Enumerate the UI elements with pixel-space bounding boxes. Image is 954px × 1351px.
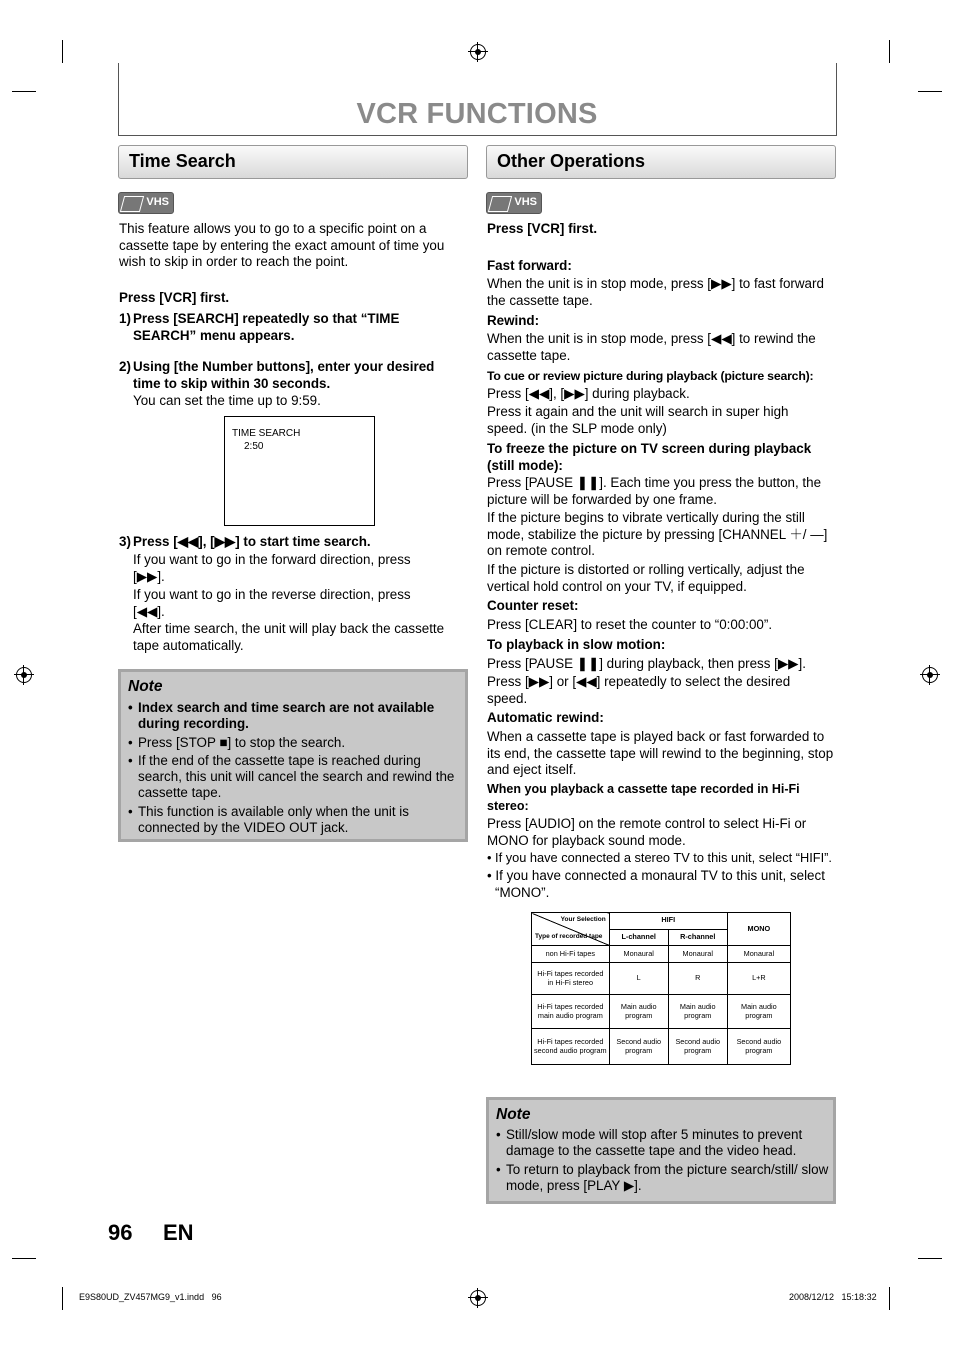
fast-forward-title: Fast forward: [487, 258, 572, 273]
freeze-text-3: If the picture is distorted or rolling vertically, adjust the vertical hold control on your TV, if equipped. [487, 562, 805, 594]
step-2-detail: You can set the time up to 9:59. [133, 393, 321, 408]
cassette-icon [120, 196, 144, 212]
slow-text-2: Press [▶▶] or [◀◀] repeatedly to select the desired speed. [487, 674, 791, 706]
step-1-text: Press [SEARCH] repeatedly so that “TIME SEARCH” menu appears. [133, 311, 400, 343]
step-1-number: 1) [119, 311, 131, 326]
cassette-icon [488, 196, 512, 212]
crop-mark [12, 91, 36, 92]
crop-mark [62, 40, 63, 63]
crop-mark [889, 40, 890, 63]
hifi-text: Press [AUDIO] on the remote control to select Hi-Fi or MONO for playback sound mode. [487, 816, 807, 848]
time-search-press-first: Press [VCR] first. [119, 290, 230, 305]
table-header-type: Type of recorded tape [535, 933, 603, 941]
step-2-number: 2) [119, 359, 131, 374]
note-list [495, 1127, 829, 1196]
crop-mark [12, 1258, 36, 1259]
step-3-text: Press [◀◀], [▶▶] to start time search. [133, 534, 371, 549]
note-title: Note [128, 678, 163, 695]
sound-mode-table [531, 912, 791, 1065]
time-search-heading: Time Search [118, 145, 468, 179]
freeze-text-2: If the picture begins to vibrate vertically during the still mode, stabilize the picture by pressing [CHANNEL ＋/ —] on remote control. [487, 510, 828, 558]
registration-mark-icon [922, 667, 938, 683]
crop-mark [918, 1258, 942, 1259]
table-header-diagonal [532, 913, 610, 946]
note-item: • Index search and time search are not available during recording. [127, 700, 461, 733]
hifi-title: When you playback a cassette tape recorded in Hi-Fi stereo: [487, 782, 800, 813]
step-3-number: 3) [119, 534, 131, 549]
language-code: EN [163, 1220, 194, 1245]
cue-text-2: Press it again and the unit will search in super high speed. (in the SLP mode only) [487, 404, 789, 436]
other-operations-note [486, 1097, 836, 1204]
hifi-bullet-mono: • If you have connected a monaural TV to this unit, select “MONO”. [487, 868, 825, 900]
footer-timestamp: 2008/12/12 15:18:32 [789, 1292, 877, 1302]
rewind-text: When the unit is in stop mode, press [◀◀] to rewind the cassette tape. [487, 331, 816, 363]
slow-title: To playback in slow motion: [487, 637, 666, 652]
screen-label: TIME SEARCH [232, 428, 301, 439]
step-3-detail-reverse: If you want to go in the reverse direction, press [◀◀]. [133, 587, 411, 619]
table-header-l-channel: L-channel [609, 929, 668, 946]
hifi-bullet-stereo: • If you have connected a stereo TV to this unit, select “HIFI”. [487, 850, 832, 865]
freeze-text-1: Press [PAUSE ❚❚]. Each time you press the button, the picture will be forwarded by one frame. [487, 475, 822, 507]
note-item: • Press [STOP ■] to stop the search. [127, 735, 461, 751]
note-item: • If the end of the cassette tape is reached during search, this unit will cancel the search and rewind the cassette tape. [127, 753, 461, 802]
note-list [127, 700, 461, 838]
registration-mark-icon [470, 1290, 486, 1306]
crop-mark [889, 1287, 890, 1310]
note-title: Note [496, 1106, 531, 1123]
table-row: non Hi-Fi tapes Monaural Monaural Monaural [532, 946, 791, 963]
time-search-screen [224, 416, 375, 526]
screen-value: 2:50 [244, 441, 264, 452]
step-3-detail-after: After time search, the unit will play back the cassette tape automatically. [133, 621, 445, 653]
vhs-badge: VHS [486, 192, 542, 214]
cue-text-1: Press [◀◀], [▶▶] during playback. [487, 386, 690, 401]
other-operations-heading: Other Operations [486, 145, 836, 179]
note-item: • Still/slow mode will stop after 5 minutes to prevent damage to the cassette tape and the video head. [495, 1127, 829, 1160]
time-search-intro: This feature allows you to go to a specific point on a cassette tape by entering the exact amount of time you wish to skip in order to reach the point. [119, 221, 445, 269]
auto-rewind-text: When a cassette tape is played back or fast forwarded to its end, the cassette tape will rewind to the beginning, stop and eject itself. [487, 729, 834, 777]
note-item: • To return to playback from the picture search/still/ slow mode, press [PLAY ▶]. [495, 1162, 829, 1195]
table-header-hifi: HIFI [609, 913, 727, 930]
rewind-title: Rewind: [487, 313, 540, 328]
cue-title: To cue or review picture during playback (picture search): [487, 369, 814, 383]
crop-mark [62, 1287, 63, 1310]
table-row: Hi-Fi tapes recorded in Hi-Fi stereo L R L+R [532, 963, 791, 995]
step-3-detail-forward: If you want to go in the forward direction, press [▶▶]. [133, 552, 411, 584]
table-row: Hi-Fi tapes recorded main audio program Main audio program Main audio program Main audio program [532, 995, 791, 1029]
table-row: Hi-Fi tapes recorded second audio program Second audio program Second audio program Second audio program [532, 1029, 791, 1065]
counter-title: Counter reset: [487, 598, 579, 613]
slow-text-1: Press [PAUSE ❚❚] during playback, then press [▶▶]. [487, 656, 806, 671]
other-press-first: Press [VCR] first. [487, 221, 598, 236]
table-header-your-selection: Your Selection [560, 916, 606, 923]
table-header-r-channel: R-channel [668, 929, 727, 946]
crop-mark [918, 91, 942, 92]
table-header-mono: MONO [727, 913, 790, 946]
time-search-note [118, 669, 468, 842]
note-item: • This function is available only when the unit is connected by the VIDEO OUT jack. [127, 804, 461, 837]
fast-forward-text: When the unit is in stop mode, press [▶▶] to fast forward the cassette tape. [487, 276, 824, 308]
freeze-title: To freeze the picture on TV screen during playback (still mode): [487, 441, 812, 473]
registration-mark-icon [16, 667, 32, 683]
registration-mark-icon [470, 44, 486, 60]
counter-text: Press [CLEAR] to reset the counter to “0:00:00”. [487, 617, 773, 632]
step-2-text: Using [the Number buttons], enter your desired time to skip within 30 seconds. [133, 359, 435, 391]
page-title: VCR FUNCTIONS [356, 98, 598, 130]
footer-file-info: E9S80UD_ZV457MG9_v1.indd 96 [79, 1292, 222, 1302]
vhs-badge: VHS [118, 192, 174, 214]
auto-rewind-title: Automatic rewind: [487, 710, 604, 725]
page-number: 96 [108, 1220, 133, 1245]
